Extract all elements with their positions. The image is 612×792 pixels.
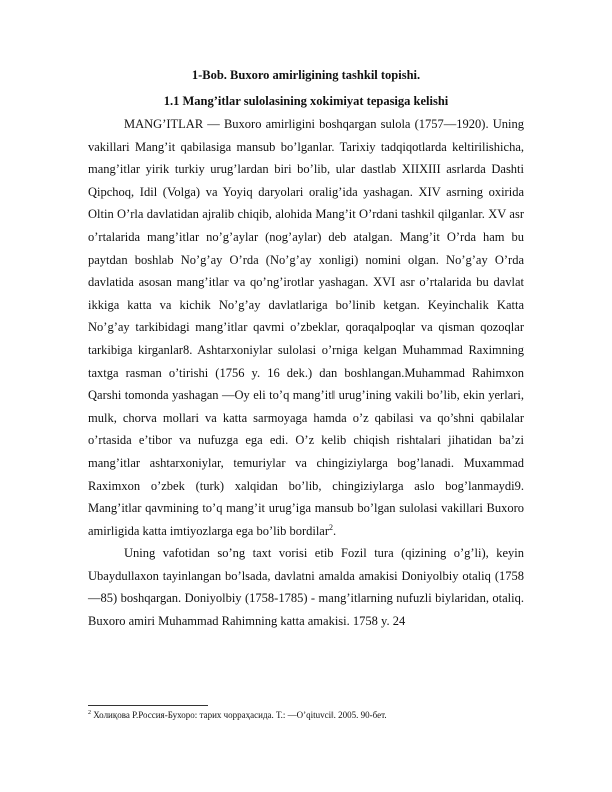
- body-text: [88, 113, 524, 633]
- paragraph-text: MANG’ITLAR — Buxoro amirligini boshqargan sulola (1757—1920). Uning vakillari Mang’it qabilasiga mansub bo’lganlar. Tarixiy tadqiqotlarda keltirilishicha, mang’itlar yirik turkiy urug’lardan biri bo’lib, ular dastlab XIIXIII asrlarda Dashti Qipchoq, Idil (Volga) va Yoyiq daryolari oralig’ida yashagan. XIV asrning oxirida Oltin O’rla davlatidan ajralib chiqib, alohida Mang’it O’rdani tashkil qilganlar. XV asr o’rtalarida mang’itlar no’g’aylar (nog’aylar) deb atalgan. Mang’it O’rda ham bu paytdan boshlab No’g’ay O’rda (No’g’ay xonligi) nomini olgan. No’g’ay O’rda davlatida asosan mang’itlar va qo’ng’irotlar yashagan. XVI asr o’rtalarida bu davlat ikkiga katta va kichik No’g’ay davlatlariga bo’linib ketgan. Keyinchalik Katta No’g’ay tarkibidagi mang’itlar qavmi o’zbeklar, qoraqalpoqlar va qisman qozoqlar tarkibiga kirganlar8. Ashtarxoniylar sulolasi o’rniga kelgan Muhammad Raximning taxtga rasman o’tirishi (1756 y. 16 dek.) dan boshlangan.Muhammad Rahimxon Qarshi tomonda yashagan ―Oy eli to’q mang’it‖ urug’ining vakili bo’lib, ekin yerlari, mulk, chorva mollari va katta sarmoyaga hamda o’z qabilasi va qo’shni qabilalar o’rtasida e’tibor va nufuzga ega edi. O’z kelib chiqish rishtalari jihatidan ba’zi mang’itlar ashtarxoniylar, temuriylar va chingiziylarga bog’lanadi. Muxammad Raximxon o’zbek (turk) xalqidan bo’lib, chingiziylarga aslo bog’lanmaydi9. Mang’itlar qavmining to’q mang’it urug’iga mansub bo’lgan sulolasi vakillari Buxoro amirligida katta imtiyozlarga ega bo’lib bordilar: [88, 117, 524, 538]
- footnote-text: Холиқова Р.Россия-Бухоро: тарих чорраҳасида. Т.: ―O’qituvci‖. 2005. 90-бет.: [91, 710, 387, 720]
- paragraph-text: Uning vafotidan so’ng taxt vorisi etib Fozil tura (qizining o’g’li), keyin Ubaydullaxon tayinlangan bo’lsada, davlatni amalda amakisi Doniyolbiy otaliq (1758—85) boshqargan. Doniyolbiy (1758-1785) - mang’itlarning nufuzli biylaridan, otaliq. Buxoro amiri Muhammad Rahimning katta amakisi. 1758 y. 24: [88, 546, 524, 629]
- paragraph-end: .: [333, 523, 337, 538]
- paragraph: [88, 113, 524, 542]
- paragraph: [88, 542, 524, 632]
- footnote-reference: 2: [329, 522, 334, 532]
- footnote: [88, 707, 524, 721]
- section-title: 1.1 Mang’itlar sulolasining xokimiyat tepasiga kelishi: [163, 94, 449, 108]
- footnote-divider: [88, 705, 208, 706]
- footnote-marker: 2: [88, 710, 91, 716]
- chapter-title: 1-Bob. Buxoro amirligining tashkil topishi.: [191, 68, 421, 82]
